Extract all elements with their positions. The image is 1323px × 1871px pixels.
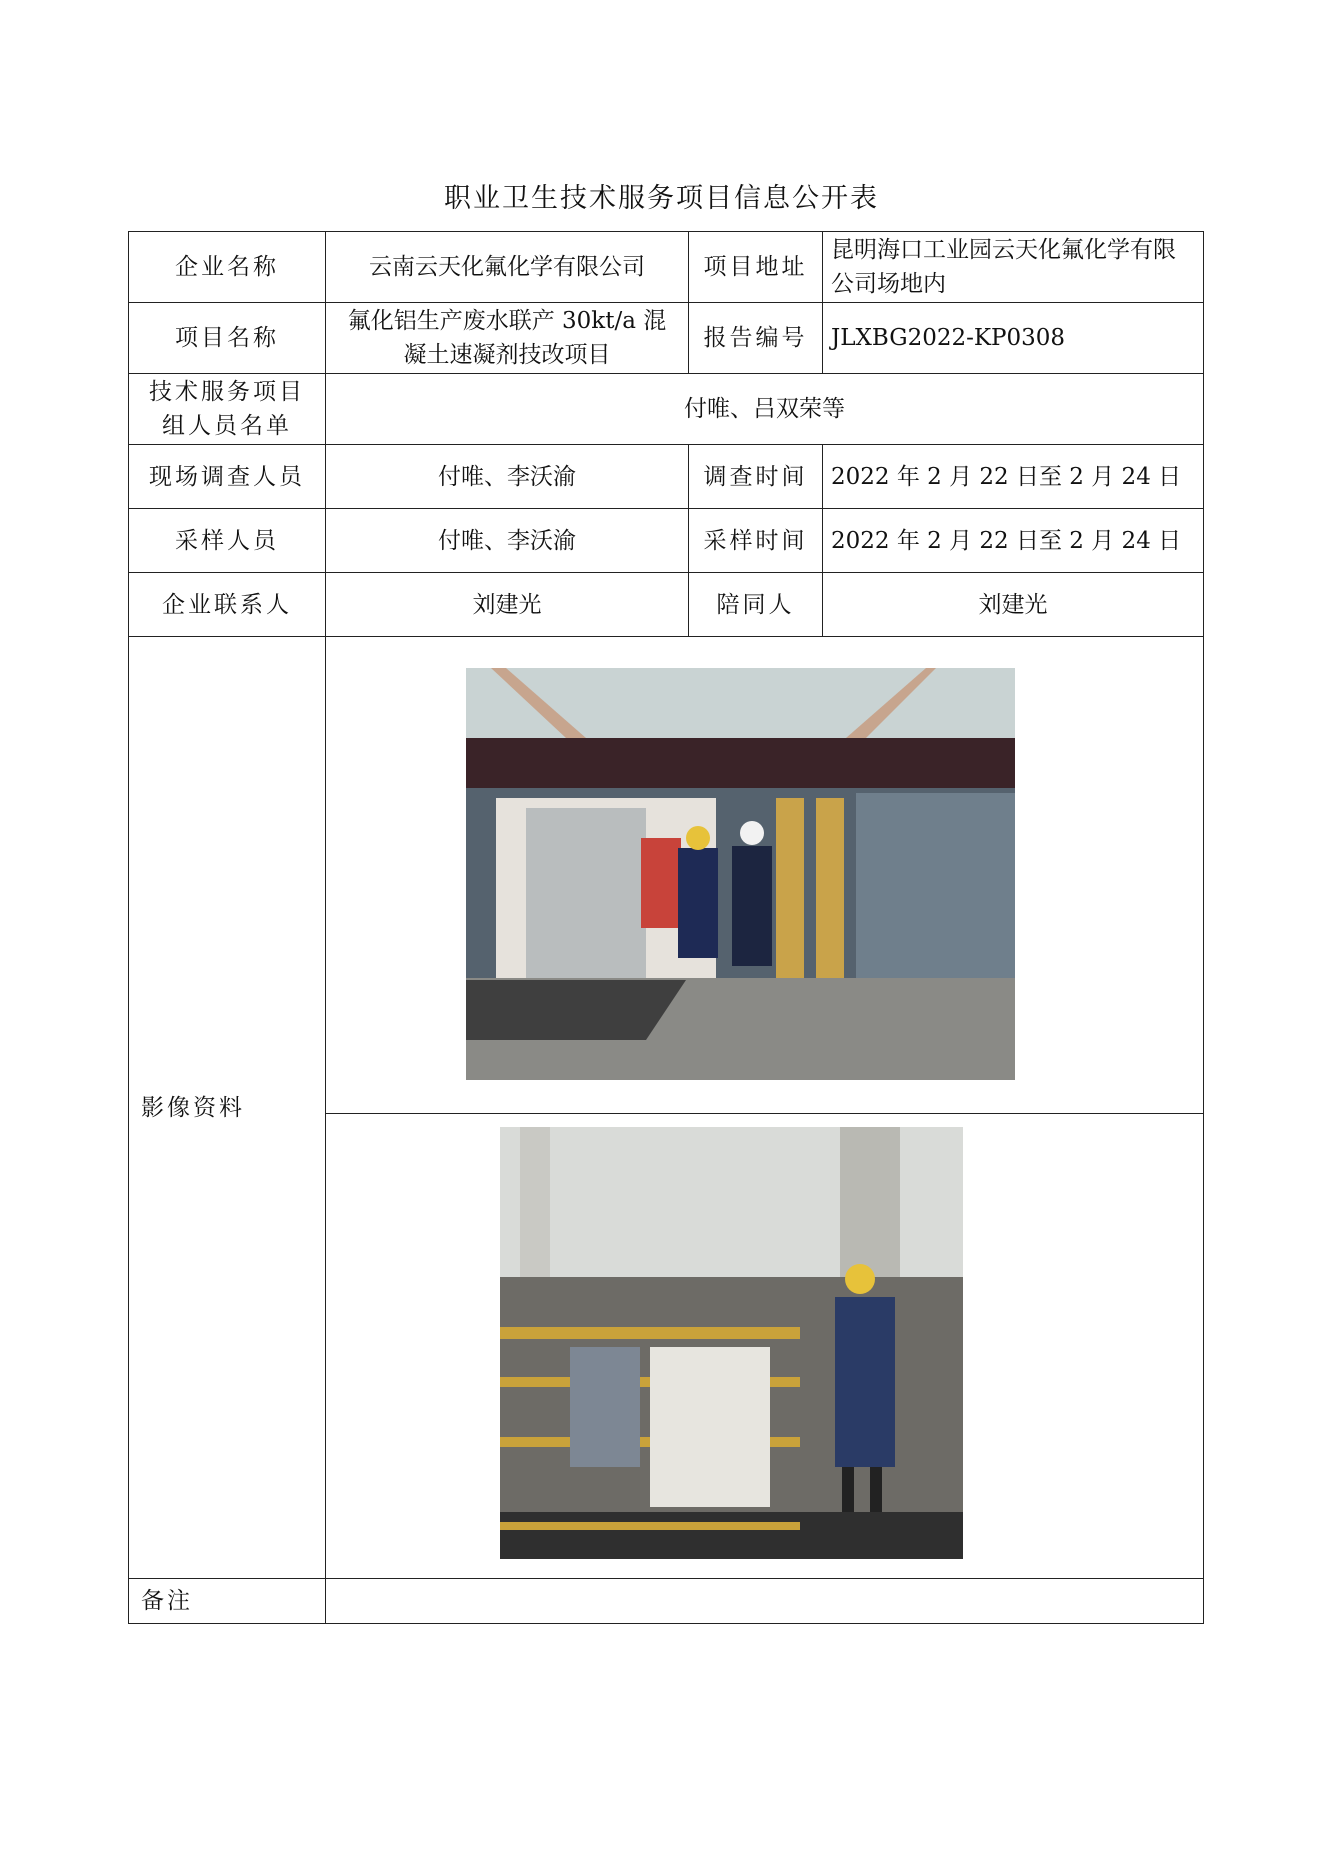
address-value: 昆明海口工业园云天化氟化学有限公司场地内 bbox=[823, 232, 1204, 303]
page-title: 职业卫生技术服务项目信息公开表 bbox=[444, 183, 879, 214]
companion-value: 刘建光 bbox=[823, 573, 1204, 637]
team-value: 付唯、吕双荣等 bbox=[326, 374, 1204, 445]
survey-time-label: 调查时间 bbox=[689, 445, 823, 509]
table-row bbox=[129, 509, 1204, 573]
table-row bbox=[129, 303, 1204, 374]
sampling-time-label: 采样时间 bbox=[689, 509, 823, 573]
table-row bbox=[129, 637, 1204, 1114]
images-label: 影像资料 bbox=[129, 637, 326, 1579]
sampling-staff-value: 付唯、李沃渝 bbox=[326, 509, 689, 573]
worksite-photo bbox=[500, 1127, 963, 1559]
report-value: JLXBG2022-KP0308 bbox=[823, 303, 1204, 374]
survey-staff-label: 现场调查人员 bbox=[129, 445, 326, 509]
table-row bbox=[129, 232, 1204, 303]
table-row bbox=[129, 445, 1204, 509]
remarks-label: 备注 bbox=[129, 1579, 326, 1624]
team-label: 技术服务项目组人员名单 bbox=[129, 374, 326, 445]
table-row bbox=[129, 573, 1204, 637]
company-label: 企业名称 bbox=[129, 232, 326, 303]
photo-cell-1 bbox=[326, 637, 1204, 1114]
survey-time-value: 2022 年 2 月 22 日至 2 月 24 日 bbox=[823, 445, 1204, 509]
entrance-photo bbox=[466, 668, 1015, 1080]
project-label: 项目名称 bbox=[129, 303, 326, 374]
remarks-value bbox=[326, 1579, 1204, 1624]
project-value: 氟化铝生产废水联产 30kt/a 混凝土速凝剂技改项目 bbox=[326, 303, 689, 374]
contact-value: 刘建光 bbox=[326, 573, 689, 637]
company-value: 云南云天化氟化学有限公司 bbox=[326, 232, 689, 303]
report-label: 报告编号 bbox=[689, 303, 823, 374]
contact-label: 企业联系人 bbox=[129, 573, 326, 637]
sampling-staff-label: 采样人员 bbox=[129, 509, 326, 573]
table-row bbox=[129, 374, 1204, 445]
address-label: 项目地址 bbox=[689, 232, 823, 303]
table-row bbox=[129, 1579, 1204, 1624]
info-table bbox=[128, 231, 1204, 1624]
survey-staff-value: 付唯、李沃渝 bbox=[326, 445, 689, 509]
sampling-time-value: 2022 年 2 月 22 日至 2 月 24 日 bbox=[823, 509, 1204, 573]
photo-cell-2 bbox=[326, 1114, 1204, 1579]
companion-label: 陪同人 bbox=[689, 573, 823, 637]
